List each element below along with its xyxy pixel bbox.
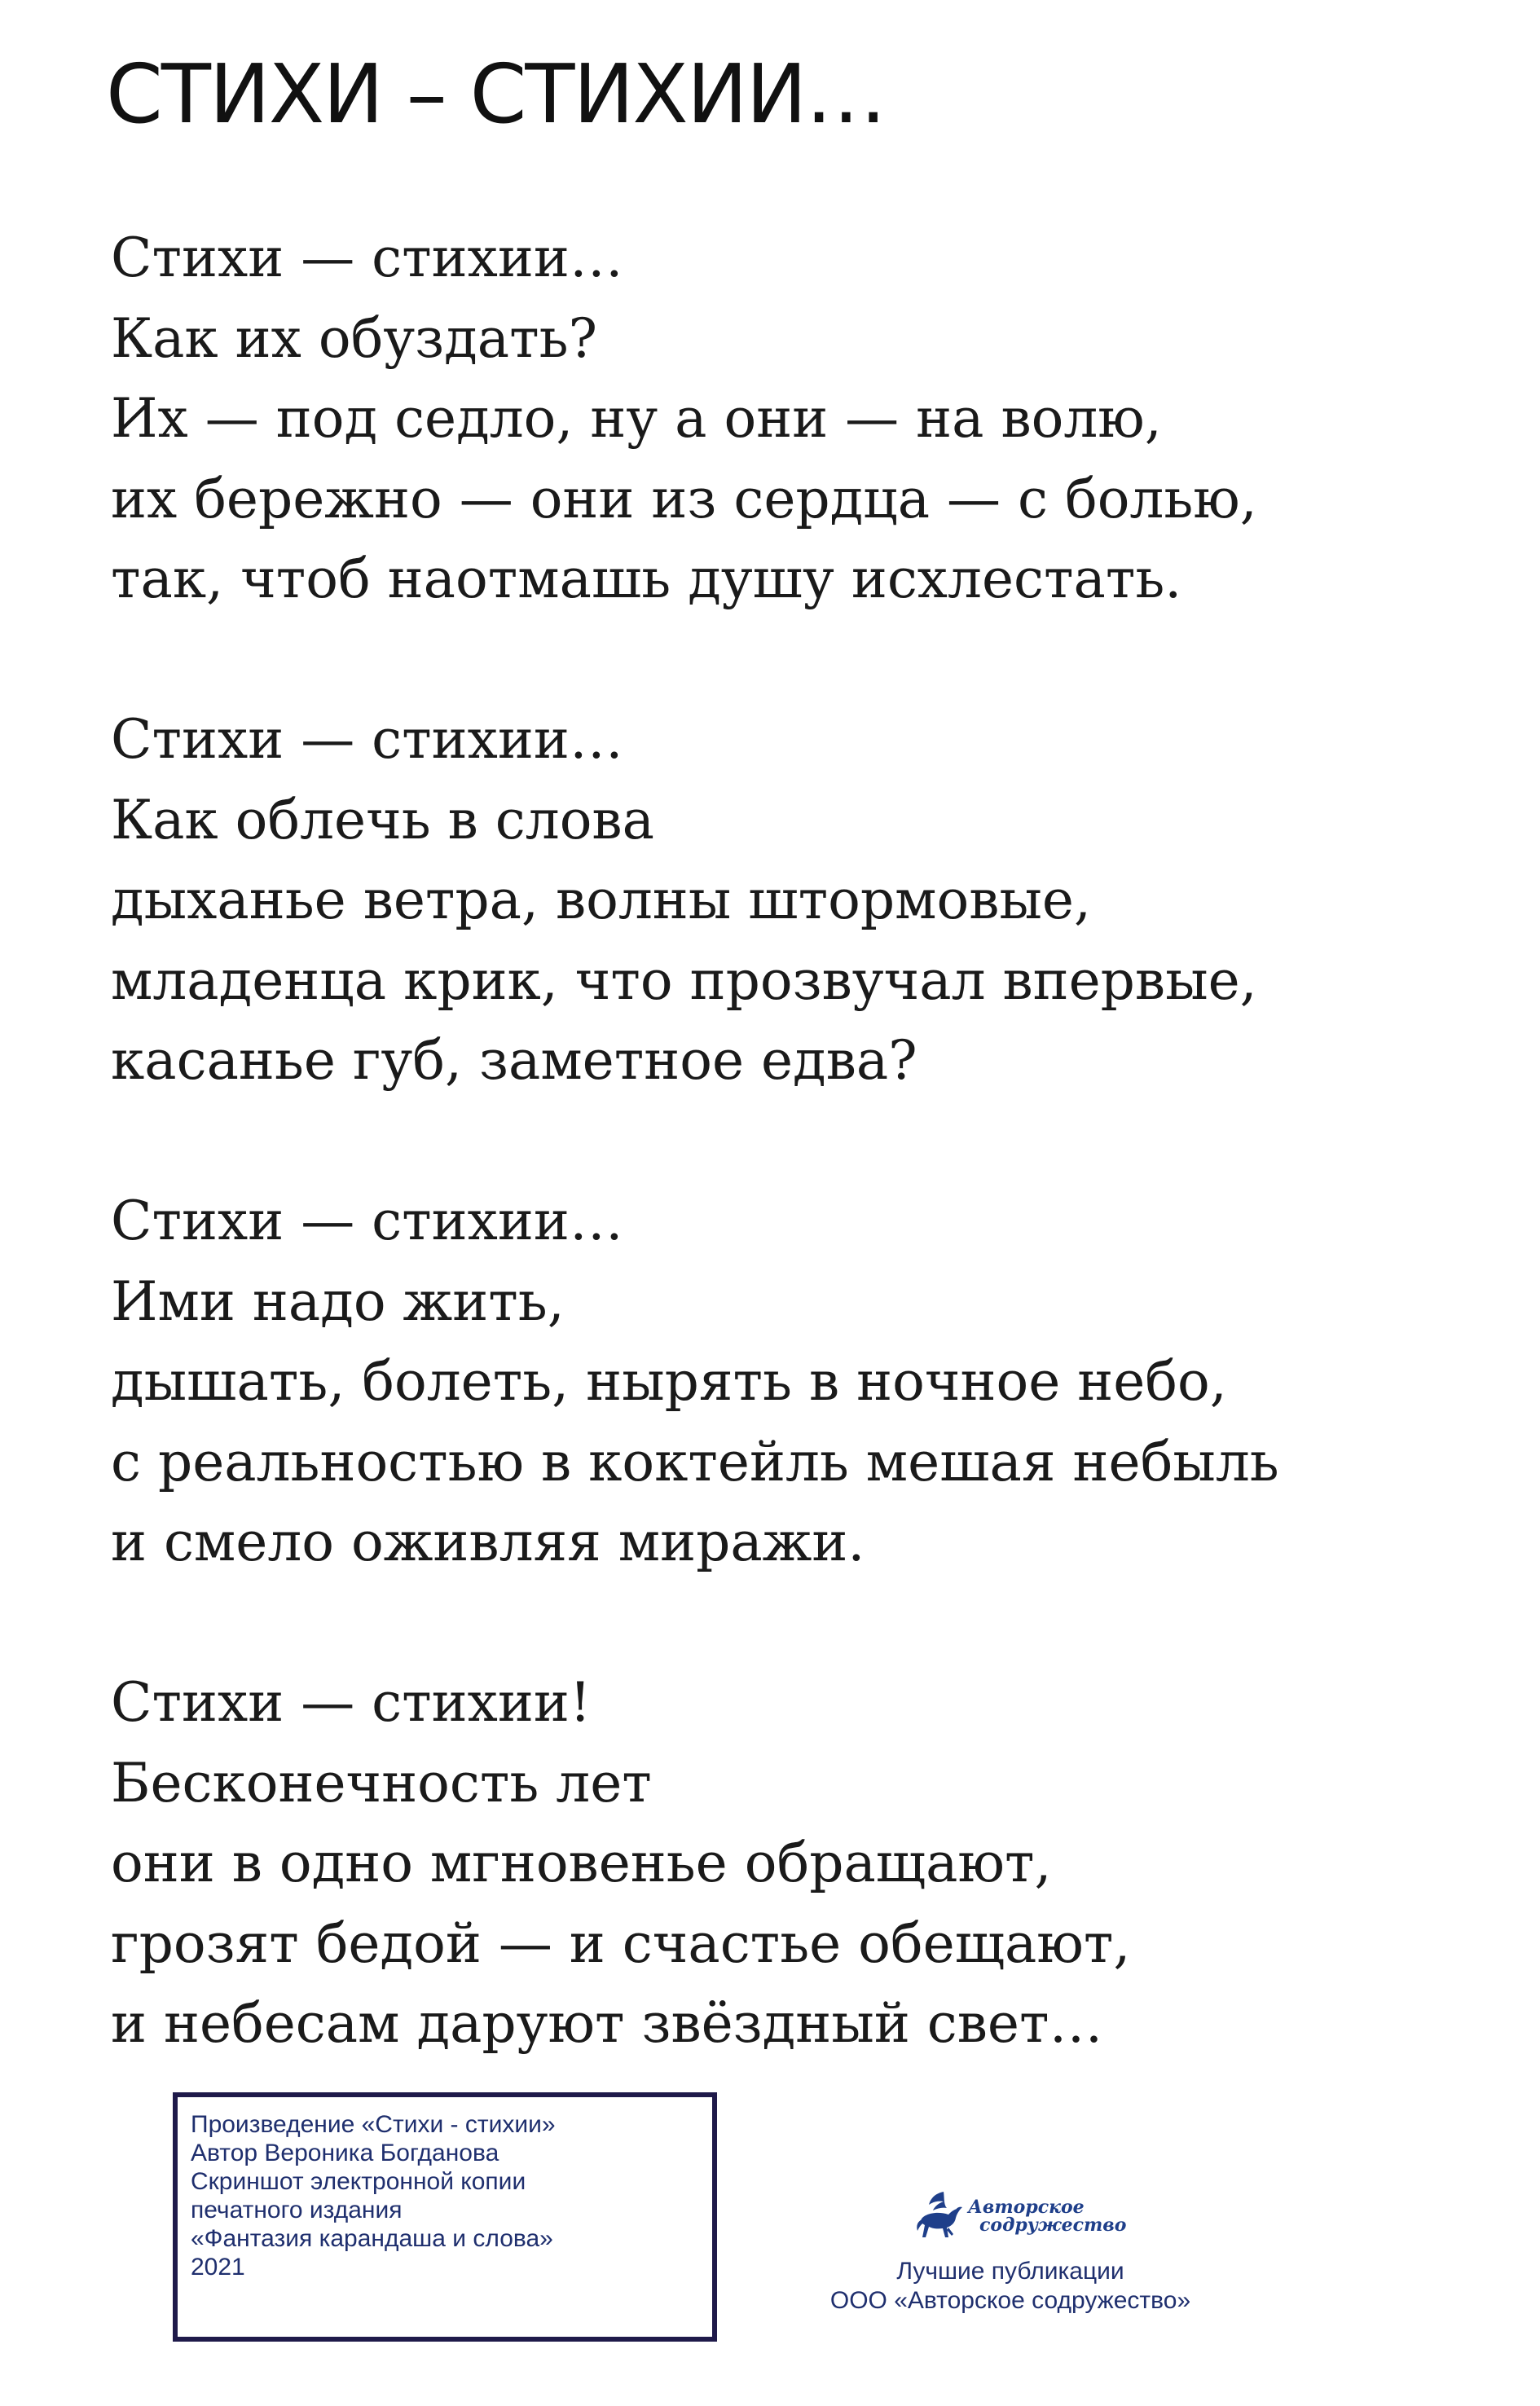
logo-text-line: содружество — [979, 2215, 1127, 2236]
poem-line: Бесконечность лет — [111, 1751, 652, 1814]
logo-text-line: Авторское — [968, 2197, 1085, 2218]
poem-line: их бережно — они из сердца — с болью, — [111, 467, 1257, 530]
poem-line: дышать, болеть, нырять в ночное небо, — [111, 1350, 1227, 1413]
publisher-logo-text — [968, 2198, 1126, 2234]
poem-line: Как облечь в слова — [111, 788, 654, 851]
poem-line: грозят бедой — и счастье обещают, — [111, 1911, 1131, 1975]
credit-publication: «Фантазия карандаша и слова» — [191, 2225, 553, 2252]
poem-line: Стихи — стихии… — [111, 708, 623, 771]
stanza-4 — [111, 1663, 1512, 2065]
pegasus-icon — [911, 2185, 968, 2250]
poem-line: дыханье ветра, волны штормовые, — [111, 869, 1091, 931]
poem-line: они в одно мгновенье обращают, — [111, 1832, 1052, 1894]
publisher-tagline: Лучшие публикации — [896, 2258, 1124, 2285]
credit-note: Скриншот электронной копии — [191, 2168, 526, 2195]
poem-line: и небесам даруют звёздный свет… — [111, 1992, 1103, 2055]
credit-note: печатного издания — [191, 2197, 403, 2223]
poem — [111, 218, 1512, 2065]
publisher-name: ООО «Авторское содружество» — [829, 2287, 1191, 2314]
poem-line: касанье губ, заметное едва? — [111, 1029, 917, 1092]
poem-line: младенца крик, что прозвучал впервые, — [111, 948, 1257, 1012]
poem-line: и смело оживляя миражи. — [111, 1511, 865, 1573]
poem-line: так, чтоб наотмашь душу исхлестать. — [111, 548, 1182, 610]
credit-year: 2021 — [191, 2254, 245, 2281]
credit-work-title: Произведение «Стихи - стихии» — [191, 2111, 556, 2138]
poem-line: Их — под седло, ну а они — на волю, — [111, 387, 1162, 450]
publisher-logo — [766, 2182, 1255, 2254]
poem-line: Стихи — стихии! — [111, 1671, 592, 1734]
credit-author: Автор Вероника Богданова — [191, 2140, 499, 2166]
page-title: СТИХИ – СТИХИИ… — [106, 46, 886, 142]
poem-line: Стихи — стихии… — [111, 1190, 623, 1252]
credit-box — [173, 2092, 717, 2342]
publisher-block — [766, 2182, 1255, 2316]
poem-line: с реальностью в коктейль мешая небыль — [111, 1430, 1279, 1493]
poem-line: Ими надо жить, — [111, 1269, 565, 1333]
stanza-2 — [111, 700, 1512, 1102]
stanza-3 — [111, 1181, 1512, 1583]
stanza-1 — [111, 218, 1512, 620]
poem-line: Стихи — стихии… — [111, 227, 623, 289]
poem-line: Как их обуздать? — [111, 306, 597, 370]
